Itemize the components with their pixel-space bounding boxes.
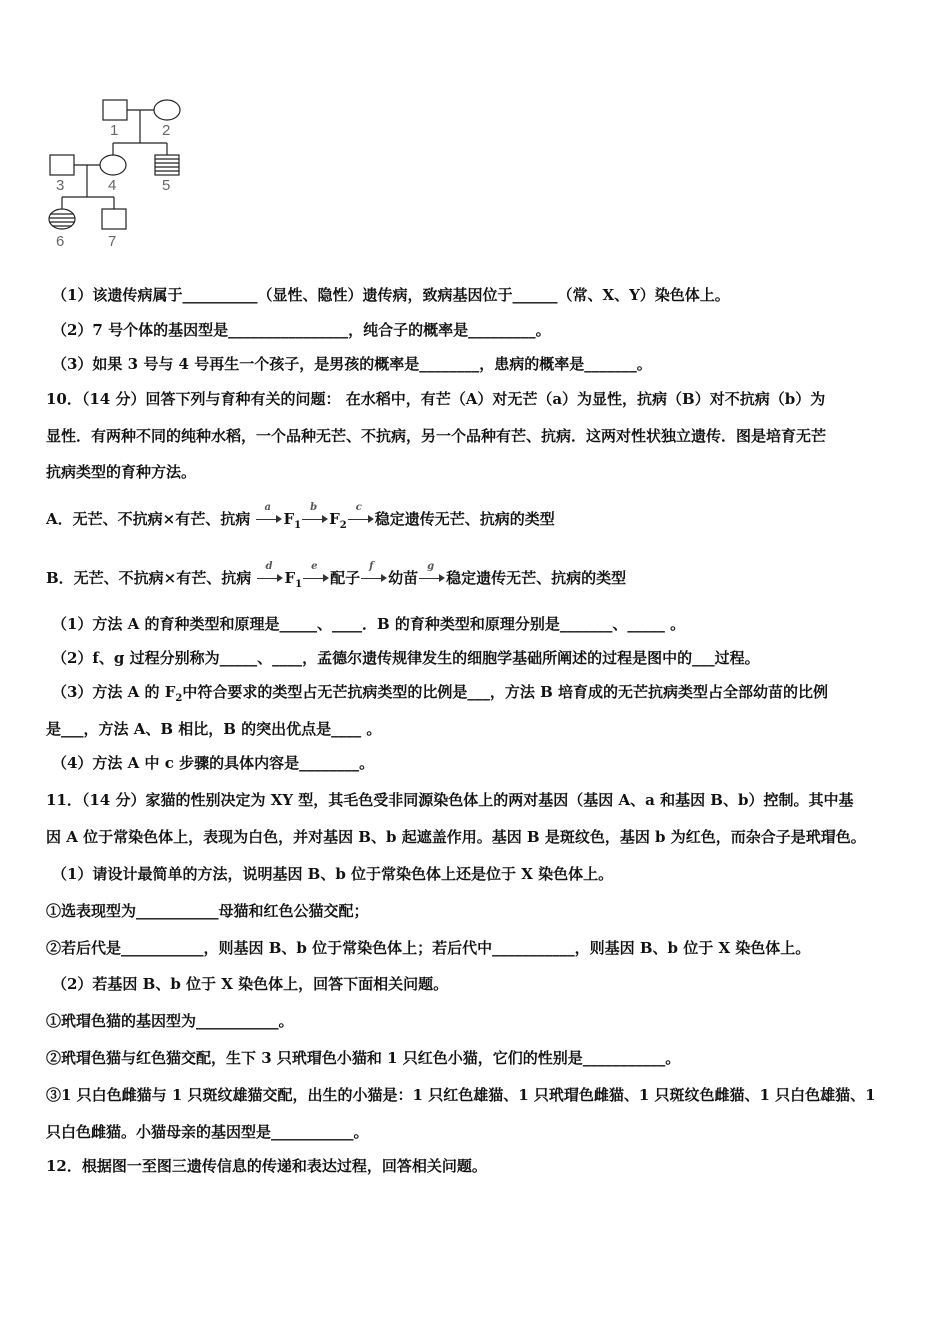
method-b-prefix: B．无芒、不抗病×有芒、抗病: [46, 569, 252, 587]
method-b-result: 稳定遗传无芒、抗病的类型: [446, 569, 627, 587]
q11-sub1-item1: ①选表现型为___________母猫和红色公猫交配；: [46, 902, 369, 920]
label-6: 6: [56, 233, 65, 250]
individual-5-affected-male: [155, 155, 179, 175]
q12-intro: 12．根据图一至图三遗传信息的传递和表达过程，回答相关问题。: [46, 1157, 487, 1175]
q10-sub1: （1）方法 A 的育种类型和原理是_____、____．B 的育种类型和原理分别是_______、_____ 。: [52, 615, 686, 633]
individual-3-male: [50, 155, 74, 175]
q10-method-a: [46, 502, 555, 536]
label-7: 7: [108, 233, 117, 250]
q11-sub2-item3-line1: ③1 只白色雌猫与 1 只斑纹雄猫交配，出生的小猫是：1 只红色雄猫、1 只玳瑁色雌猫、1 只斑纹色雌猫、1 只白色雄猫、1: [46, 1086, 876, 1104]
individual-2-female: [154, 100, 180, 120]
q10-sub3-line1: （3）方法 A 的 $F_2$中符合要求的类型占无芒抗病类型的比例是___，方法 B 培育成的无芒抗病类型占全部幼苗的比例: [52, 683, 829, 704]
q10-intro-3: 抗病类型的育种方法。: [46, 463, 197, 481]
arrow-d: d: [257, 569, 283, 585]
q10-intro-2: 显性．有两种不同的纯种水稻，一个品种无芒、不抗病，另一个品种有芒、抗病．这两对性状独立遗传．图是培育无芒: [46, 427, 827, 445]
individual-1-male: [103, 100, 127, 120]
label-1: 1: [110, 122, 119, 139]
q11-intro-1: 11．（14 分）家猫的性别决定为 XY 型，其毛色受非同源染色体上的两对基因（基因 A、a 和基因 B、b）控制。其中基: [46, 791, 854, 809]
q11-intro-2: 因 A 位于常染色体上，表现为白色，并对基因 B、b 起遮盖作用。基因 B 是斑纹色，基因 b 为红色，而杂合子是玳瑁色。: [46, 828, 866, 846]
q11-sub1: （1）请设计最简单的方法，说明基因 B、b 位于常染色体上还是位于 X 染色体上。: [52, 865, 614, 883]
q9-sub3: （3）如果 3 号与 4 号再生一个孩子，是男孩的概率是________，患病的概率是_______。: [52, 355, 652, 373]
method-a-result: 稳定遗传无芒、抗病的类型: [374, 510, 555, 528]
q10-sub4: （4）方法 A 中 c 步骤的具体内容是________。: [52, 754, 375, 772]
arrow-b: b: [302, 510, 328, 526]
arrow-a: a: [256, 510, 282, 526]
q11-sub1-item2: ②若后代是___________，则基因 B、b 位于常染色体上；若后代中___________，则基因 B、b 位于 X 染色体上。: [46, 939, 811, 957]
arrow-c: c: [348, 510, 374, 526]
label-3: 3: [56, 177, 65, 194]
arrow-f: f: [361, 569, 387, 585]
q9-sub1: （1）该遗传病属于__________（显性、隐性）遗传病，致病基因位于______（常、X、Y）染色体上。: [52, 286, 730, 304]
arrow-e: e: [303, 569, 329, 585]
pedigree-chart: [40, 95, 200, 255]
method-b-gamete: 配子: [330, 569, 361, 587]
arrow-g: g: [419, 569, 445, 585]
q10-sub2: （2）f、g 过程分别称为_____、____，孟德尔遗传规律发生的细胞学基础所阐述的过程是图中的___过程。: [52, 649, 760, 667]
label-4: 4: [108, 177, 117, 194]
q11-sub2: （2）若基因 B、b 位于 X 染色体上，回答下面相关问题。: [52, 975, 449, 993]
individual-7-male: [102, 209, 126, 229]
q11-sub2-item1: ①玳瑁色猫的基因型为___________。: [46, 1012, 294, 1030]
label-2: 2: [162, 122, 171, 139]
method-b-seedling: 幼苗: [388, 569, 419, 587]
method-a-f2: $F_2$: [329, 510, 347, 531]
label-5: 5: [162, 177, 171, 194]
q10-intro-1: 10．（14 分）回答下列与育种有关的问题： 在水稻中，有芒（A）对无芒（a）为显性，抗病（B）对不抗病（b）为: [46, 390, 826, 408]
q9-sub2: （2）7 号个体的基因型是________________，纯合子的概率是_________。: [52, 321, 551, 339]
method-a-prefix: A．无芒、不抗病×有芒、抗病: [46, 510, 251, 528]
q10-method-b: [46, 561, 627, 595]
q11-sub2-item2: ②玳瑁色猫与红色猫交配，生下 3 只玳瑁色小猫和 1 只红色小猫，它们的性别是___________。: [46, 1049, 681, 1067]
q11-sub2-item3-line2: 只白色雌猫。小猫母亲的基因型是___________。: [46, 1123, 369, 1141]
individual-4-female: [100, 155, 126, 175]
method-a-f1: $F_1$: [283, 510, 302, 531]
q10-sub3-line2: 是___，方法 A、B 相比，B 的突出优点是____ 。: [46, 720, 382, 738]
method-b-f1: $F_1$: [284, 569, 303, 590]
